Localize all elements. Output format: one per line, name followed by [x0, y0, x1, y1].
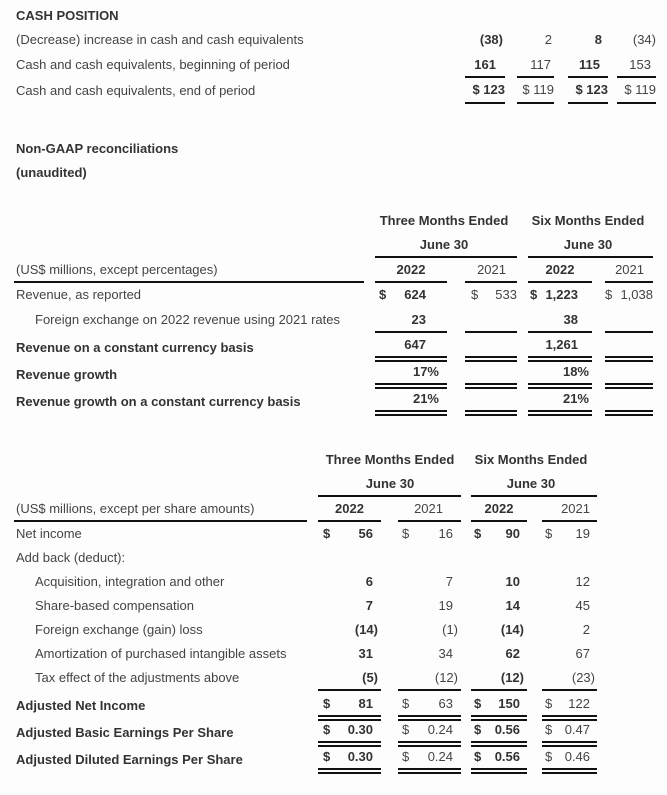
label-rule [14, 520, 307, 522]
cash-value: $ 123 [575, 82, 608, 97]
double-rule [528, 383, 592, 389]
double-rule [318, 768, 381, 774]
net-income-value: (14) [500, 622, 524, 637]
year-header: 2022 [484, 501, 514, 516]
net-income-value: 2 [582, 622, 590, 637]
net-income-row-label: Net income [16, 526, 82, 541]
col-rule [471, 689, 527, 691]
double-rule [318, 715, 381, 721]
net-income-value: (12) [500, 670, 524, 685]
net-income-value: (1) [442, 622, 458, 637]
cash-value: 8 [594, 32, 602, 47]
non-gaap-subtitle: (unaudited) [16, 165, 87, 180]
double-rule [375, 383, 447, 389]
underline [617, 102, 656, 104]
double-rule [318, 741, 381, 747]
three-months-subheader: June 30 [419, 237, 469, 252]
net-income-value: 67 [575, 646, 590, 661]
cash-value: 115 [579, 57, 600, 72]
cash-value: (34) [632, 32, 656, 47]
year-header: 2021 [414, 501, 443, 516]
underline [465, 102, 505, 104]
units-label: (US$ millions, except percentages) [16, 262, 218, 277]
cash-row-label: Cash and cash equivalents, beginning of period [16, 57, 290, 72]
net-income-value: 14 [505, 598, 520, 613]
double-rule [528, 410, 592, 416]
revenue-value: 17% [412, 364, 439, 379]
net-income-value: 19 [438, 598, 453, 613]
cash-value: $ 123 [472, 82, 505, 97]
net-income-value: 6 [365, 574, 373, 589]
col-rule [398, 689, 461, 691]
net-income-value: 31 [358, 646, 373, 661]
double-rule [528, 356, 592, 362]
net-income-row-label: Adjusted Diluted Earnings Per Share [16, 752, 243, 767]
col-rule [542, 520, 597, 522]
net-income-value: 12 [575, 574, 590, 589]
net-income-value: (5) [362, 670, 378, 685]
double-rule [375, 356, 447, 362]
three-months-header: Three Months Ended [325, 452, 455, 467]
revenue-row-label: Foreign exchange on 2022 revenue using 2021 rates [35, 312, 340, 327]
double-rule [471, 715, 527, 721]
revenue-value: 647 [404, 337, 426, 352]
double-rule [465, 410, 517, 416]
cash-value: $ 119 [522, 82, 554, 97]
underline [517, 102, 554, 104]
revenue-value: 18% [562, 364, 589, 379]
cash-value: 117 [530, 57, 551, 72]
cash-value: 153 [629, 57, 651, 72]
double-rule [398, 715, 461, 721]
revenue-value: 21% [562, 391, 589, 406]
net-income-row-label: Acquisition, integration and other [35, 574, 225, 589]
col-rule [465, 331, 517, 333]
cash-value: 2 [544, 32, 552, 47]
year-header: 2021 [615, 262, 644, 277]
double-rule [398, 741, 461, 747]
net-income-value: (14) [354, 622, 378, 637]
net-income-row-label: Adjusted Basic Earnings Per Share [16, 725, 234, 740]
col-rule [471, 520, 527, 522]
revenue-value: 23 [411, 312, 426, 327]
underline [568, 102, 608, 104]
six-months-subheader: June 30 [506, 476, 556, 491]
cash-value: (38) [479, 32, 503, 47]
double-rule [542, 768, 597, 774]
col-rule [605, 281, 653, 283]
net-income-value: (23) [571, 670, 595, 685]
underline [517, 76, 554, 78]
underline [465, 76, 505, 78]
double-rule [465, 383, 517, 389]
double-rule [465, 356, 517, 362]
col-rule [318, 689, 381, 691]
double-rule [375, 410, 447, 416]
cash-row-label: Cash and cash equivalents, end of period [16, 83, 256, 98]
year-header: 2022 [396, 262, 426, 277]
six-months-header: Six Months Ended [531, 213, 645, 228]
revenue-row-label: Revenue growth on a constant currency basis [16, 394, 301, 409]
double-rule [398, 768, 461, 774]
net-income-value: (12) [434, 670, 458, 685]
cash-row-label: (Decrease) increase in cash and cash equivalents [16, 32, 304, 47]
year-header: 2021 [477, 262, 506, 277]
net-income-row-label: Amortization of purchased intangible assets [35, 646, 287, 661]
col-rule [465, 281, 517, 283]
three-months-header: Three Months Ended [379, 213, 509, 228]
net-income-value: 45 [575, 598, 590, 613]
net-income-value: 7 [365, 598, 373, 613]
header-rule [528, 256, 653, 258]
net-income-row-label: Foreign exchange (gain) loss [35, 622, 203, 637]
net-income-value: 7 [445, 574, 453, 589]
six-months-header: Six Months Ended [474, 452, 588, 467]
net-income-value: 34 [438, 646, 453, 661]
header-rule [375, 256, 517, 258]
non-gaap-title: Non-GAAP reconciliations [16, 141, 179, 156]
year-header: 2022 [545, 262, 575, 277]
col-rule [375, 331, 447, 333]
net-income-row-label: Share-based compensation [35, 598, 194, 613]
double-rule [471, 741, 527, 747]
revenue-row-label: Revenue, as reported [16, 287, 142, 302]
cash-value: 161 [474, 57, 496, 72]
year-header: 2022 [335, 501, 364, 516]
net-income-row-label: Tax effect of the adjustments above [35, 670, 240, 685]
net-income-row-label: Adjusted Net Income [16, 698, 146, 713]
label-rule [14, 281, 364, 283]
col-rule [528, 331, 592, 333]
net-income-row-label: Add back (deduct): [16, 550, 126, 565]
revenue-row-label: Revenue on a constant currency basis [16, 340, 254, 355]
double-rule [542, 715, 597, 721]
revenue-value: 1,261 [545, 337, 578, 352]
underline [617, 76, 656, 78]
net-income-value: 10 [505, 574, 520, 589]
col-rule [605, 331, 653, 333]
six-months-subheader: June 30 [563, 237, 613, 252]
year-header: 2021 [561, 501, 590, 516]
header-rule [318, 495, 461, 497]
three-months-subheader: June 30 [365, 476, 415, 491]
col-rule [542, 689, 597, 691]
cash-value: $ 119 [624, 82, 656, 97]
col-rule [375, 281, 447, 283]
double-rule [605, 356, 653, 362]
double-rule [605, 410, 653, 416]
col-rule [398, 520, 461, 522]
revenue-value: 38 [563, 312, 578, 327]
cash-position-title: CASH POSITION [16, 8, 119, 23]
underline [568, 76, 608, 78]
col-rule [318, 520, 381, 522]
net-income-value: 62 [505, 646, 520, 661]
double-rule [605, 383, 653, 389]
double-rule [471, 768, 527, 774]
units-label: (US$ millions, except per share amounts) [16, 501, 255, 516]
revenue-value: 21% [412, 391, 439, 406]
revenue-row-label: Revenue growth [16, 367, 118, 382]
header-rule [471, 495, 597, 497]
double-rule [542, 741, 597, 747]
col-rule [528, 281, 592, 283]
